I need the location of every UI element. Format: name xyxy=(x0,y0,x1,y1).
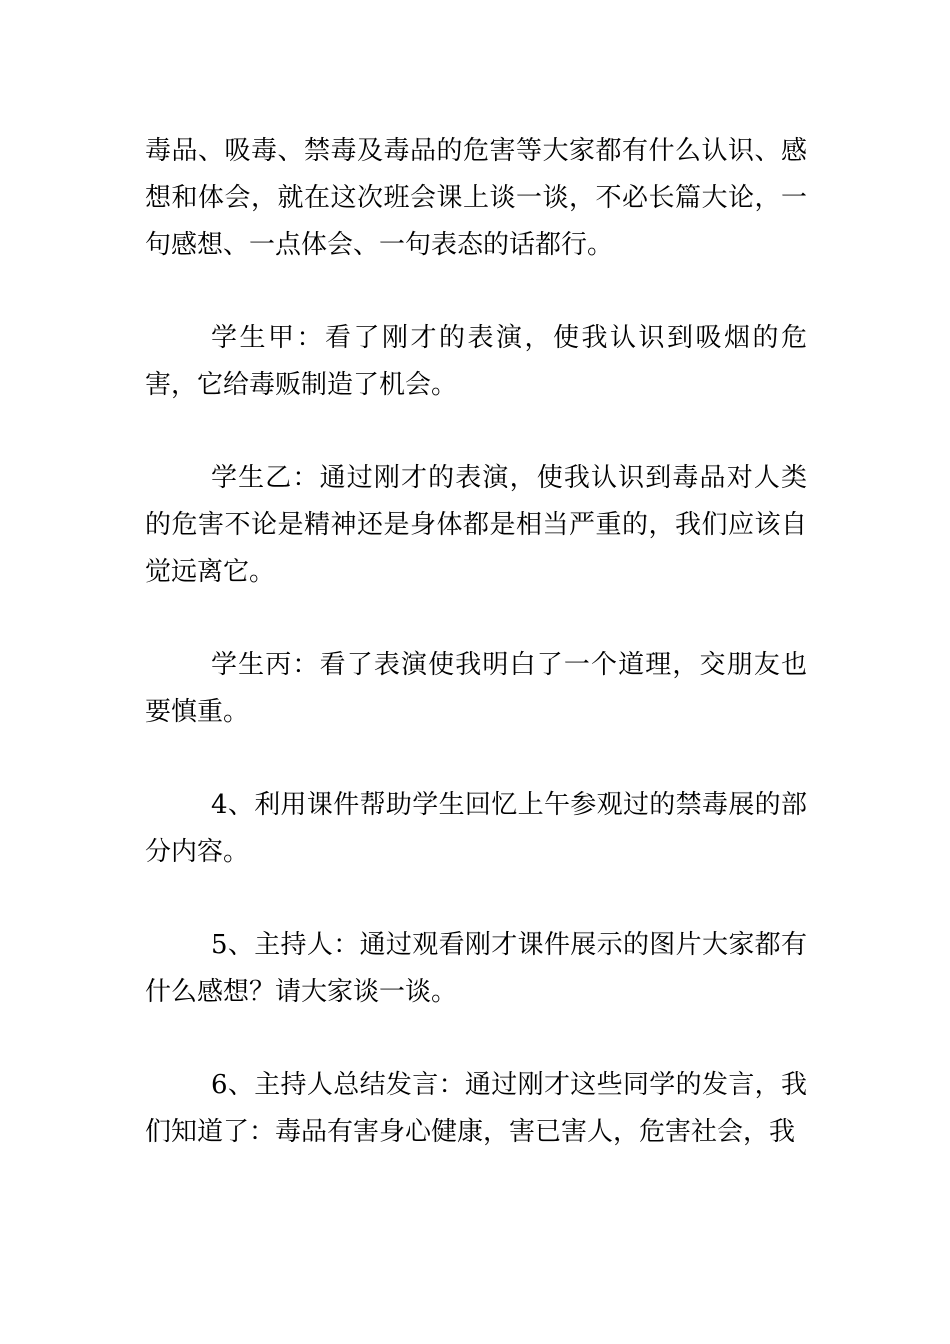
paragraph-student-c: 学生丙：看了表演使我明白了一个道理，交朋友也要慎重。 xyxy=(145,650,807,727)
paragraph-gap xyxy=(145,596,807,642)
paragraph-intro: 毒品、吸毒、禁毒及毒品的危害等大家都有什么认识、感想和体会，就在这次班会课上谈一谈，不必长篇大论，一句感想、一点体会、一句表态的话都行。 xyxy=(145,136,807,260)
paragraph-student-a: 学生甲：看了刚才的表演，使我认识到吸烟的危害，它给毒贩制造了机会。 xyxy=(145,323,807,400)
paragraph-gap xyxy=(145,736,807,782)
paragraph-gap xyxy=(145,1016,807,1062)
paragraph-gap xyxy=(145,409,807,455)
paragraph-student-b: 学生乙：通过刚才的表演，使我认识到毒品对人类的危害不论是精神还是身体都是相当严重的，我们应该自觉远离它。 xyxy=(145,463,807,587)
paragraph-step-5: 5、主持人：通过观看刚才课件展示的图片大家都有什么感想？请大家谈一谈。 xyxy=(145,930,807,1007)
paragraph-gap xyxy=(145,876,807,922)
paragraph-step-4: 4、利用课件帮助学生回忆上午参观过的禁毒展的部分内容。 xyxy=(145,790,807,867)
paragraph-gap xyxy=(145,269,807,315)
document-page xyxy=(145,128,807,1156)
paragraph-step-6: 6、主持人总结发言：通过刚才这些同学的发言，我们知道了：毒品有害身心健康，害已害人，危害社会，我 xyxy=(145,1070,807,1147)
